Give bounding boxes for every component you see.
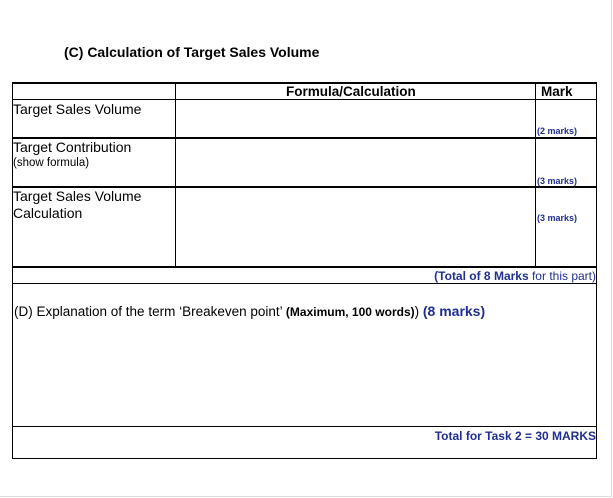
section-d-marks: (8 marks): [422, 303, 486, 319]
section-d-close: ): [414, 304, 420, 319]
table-d-bottom-border: [12, 426, 597, 427]
task-total: Total for Task 2 = 30 MARKS: [434, 429, 596, 443]
row1-label: Target Sales Volume: [13, 101, 142, 117]
header-formula: Formula/Calculation: [286, 84, 416, 99]
section-d-prompt: [14, 303, 485, 319]
table-bottom-border: [12, 458, 597, 459]
header-mark: Mark: [541, 84, 573, 99]
section-d-max-words: (Maximum, 100 words): [285, 305, 415, 319]
row2-mark: (3 marks): [537, 176, 578, 186]
section-c-title: (C) Calculation of Target Sales Volume: [64, 44, 320, 60]
table-c-col1-border: [175, 82, 176, 268]
table-c-header-border: [12, 99, 597, 100]
table-right-border: [596, 82, 597, 459]
section-c-total-rest: for this part): [528, 269, 596, 283]
row1-mark: (2 marks): [537, 126, 578, 136]
table-c-col2-border: [535, 82, 536, 268]
section-c-total-bold: (Total of 8 Marks: [434, 269, 529, 283]
row3-mark: (3 marks): [537, 213, 578, 223]
row2-sublabel: (show formula): [13, 157, 90, 169]
section-d-text: (D) Explanation of the term ‘Breakeven point’: [14, 304, 283, 319]
table-c-total-border: [12, 283, 597, 284]
table-c-row3-border: [12, 266, 597, 268]
row3-label: Target Sales Volume: [13, 188, 142, 204]
row2-label: Target Contribution: [13, 139, 132, 155]
section-c-total: [434, 269, 596, 283]
row3-label-line2: Calculation: [13, 205, 83, 221]
